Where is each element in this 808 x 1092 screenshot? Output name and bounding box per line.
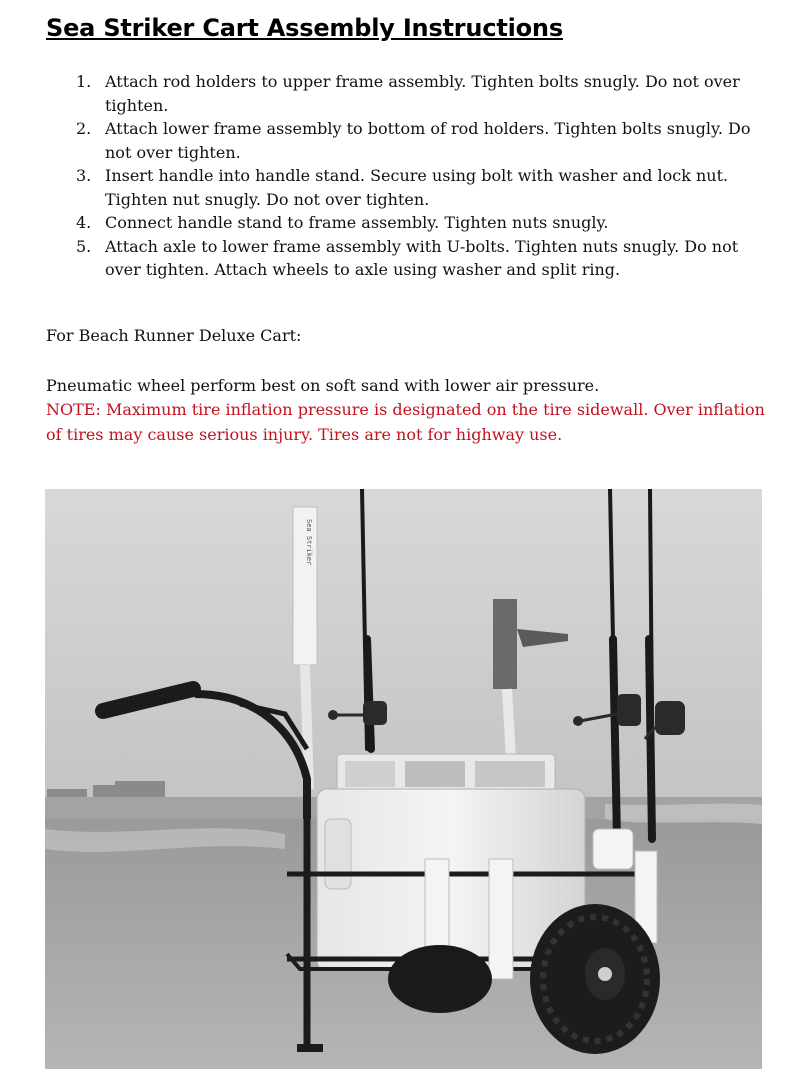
step-text: Connect handle stand to frame assembly. Tighten nuts snugly. (105, 213, 609, 232)
assembly-steps-list (46, 70, 766, 282)
step-number: 4. (76, 213, 92, 232)
page-title: Sea Striker Cart Assembly Instructions (46, 14, 563, 42)
step-item (46, 235, 766, 282)
step-item (46, 70, 766, 117)
tire-warning-note: NOTE: Maximum tire inflation pressure is designated on the tire sidewall. Over inflation of tires may cause serious injury. Tires are not for highway use. (46, 400, 765, 444)
tackle-trays (337, 754, 555, 794)
step-number: 3. (76, 166, 92, 185)
rod-holder-brand-text: Sea Striker (305, 519, 313, 566)
step-text: Insert handle into handle stand. Secure using bolt with washer and lock nut. Tighten nut snugly. Do not over tighten. (105, 166, 729, 209)
step-text: Attach axle to lower frame assembly with U-bolts. Tighten nuts snugly. Do not over tighten. Attach wheels to axle using washer and split ring. (105, 236, 739, 279)
step-item (46, 164, 766, 211)
cart-photo (45, 489, 762, 1069)
step-number: 1. (76, 72, 92, 91)
pneumatic-wheel-text: Pneumatic wheel perform best on soft sand with lower air pressure. (46, 376, 600, 395)
step-text: Attach rod holders to upper frame assembly. Tighten bolts snugly. Do not over tighten. (105, 72, 740, 115)
step-item (46, 117, 766, 164)
step-text: Attach lower frame assembly to bottom of rod holders. Tighten bolts snugly. Do not over tighten. (105, 119, 751, 162)
step-number: 5. (76, 236, 92, 256)
deluxe-cart-heading: For Beach Runner Deluxe Cart: (46, 326, 302, 345)
step-number: 2. (76, 119, 92, 138)
step-item (46, 211, 766, 235)
